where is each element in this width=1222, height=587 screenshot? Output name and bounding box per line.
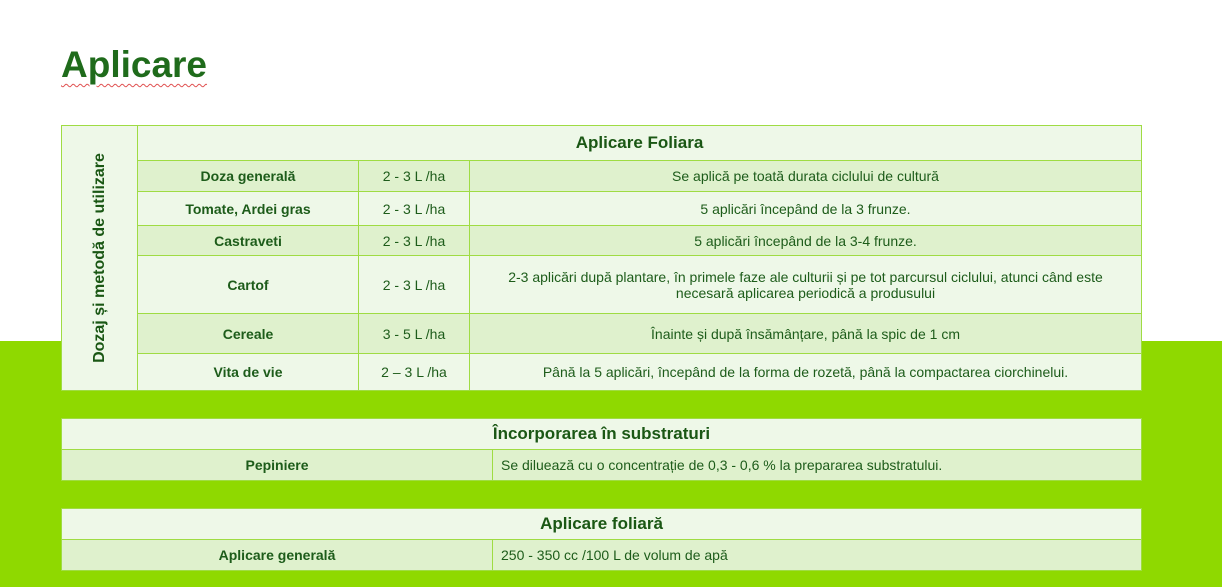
foliar-application-table bbox=[61, 508, 1142, 571]
row-value: Se diluează cu o concentrație de 0,3 - 0,6 % la prepararea substratului. bbox=[493, 450, 1142, 481]
table-row bbox=[62, 540, 1142, 571]
method-cell: 5 aplicări începând de la 3 frunze. bbox=[470, 192, 1142, 226]
page-title: Aplicare bbox=[61, 44, 208, 85]
crop-cell: Castraveti bbox=[138, 226, 359, 256]
row-label: Aplicare generală bbox=[62, 540, 493, 571]
crop-cell: Vita de vie bbox=[138, 354, 359, 391]
crop-cell: Cartof bbox=[138, 256, 359, 314]
dose-cell: 2 - 3 L /ha bbox=[359, 192, 470, 226]
crop-cell: Tomate, Ardei gras bbox=[138, 192, 359, 226]
table-row bbox=[62, 354, 1142, 391]
dose-cell: 2 - 3 L /ha bbox=[359, 226, 470, 256]
table-header-substrate: Încorporarea în substraturi bbox=[62, 419, 1142, 450]
table-row bbox=[62, 161, 1142, 192]
method-cell: 5 aplicări începând de la 3-4 frunze. bbox=[470, 226, 1142, 256]
table-row bbox=[62, 256, 1142, 314]
dose-cell: 2 - 3 L /ha bbox=[359, 161, 470, 192]
side-label-cell bbox=[62, 126, 138, 391]
dose-cell: 2 – 3 L /ha bbox=[359, 354, 470, 391]
method-cell: Până la 5 aplicări, începând de la forma de rozetă, până la compactarea ciorchinelui. bbox=[470, 354, 1142, 391]
method-cell: Se aplică pe toată durata ciclului de cultură bbox=[470, 161, 1142, 192]
table-row bbox=[62, 450, 1142, 481]
table-row bbox=[62, 314, 1142, 354]
method-cell: 2-3 aplicări după plantare, în primele faze ale culturii și pe tot parcursul ciclului, atunci când este necesară aplicarea periodică a produsului bbox=[470, 256, 1142, 314]
dose-cell: 3 - 5 L /ha bbox=[359, 314, 470, 354]
dose-cell: 2 - 3 L /ha bbox=[359, 256, 470, 314]
side-label: Dozaj și metodă de utilizare bbox=[90, 153, 108, 363]
crop-cell: Doza generală bbox=[138, 161, 359, 192]
substrate-table bbox=[61, 418, 1142, 481]
row-value: 250 - 350 cc /100 L de volum de apă bbox=[493, 540, 1142, 571]
table-header-foliar: Aplicare Foliara bbox=[138, 126, 1142, 161]
row-label: Pepiniere bbox=[62, 450, 493, 481]
table-header-foliar-general: Aplicare foliară bbox=[62, 509, 1142, 540]
table-row bbox=[62, 226, 1142, 256]
dosage-table bbox=[61, 125, 1142, 391]
crop-cell: Cereale bbox=[138, 314, 359, 354]
method-cell: Înainte și după însămânțare, până la spic de 1 cm bbox=[470, 314, 1142, 354]
table-row bbox=[62, 192, 1142, 226]
